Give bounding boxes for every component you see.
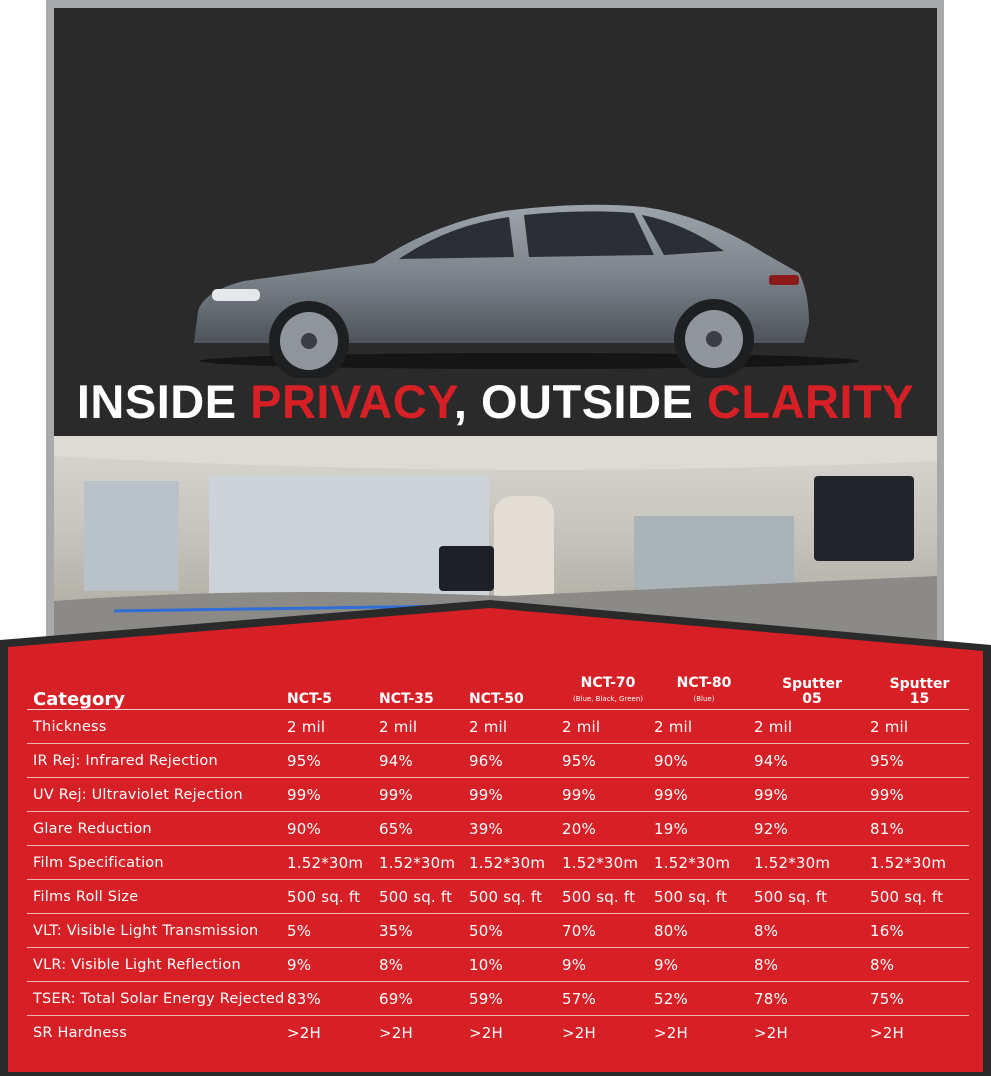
table-cell: >2H xyxy=(379,1023,413,1042)
table-row xyxy=(27,744,969,778)
table-cell: 2 mil xyxy=(287,710,379,744)
table-cell: 65% xyxy=(379,812,469,846)
header-sputter-15: Sputter 15 xyxy=(870,669,969,710)
table-cell: 10% xyxy=(469,948,562,982)
table-cell: 1.52*30m xyxy=(379,846,469,880)
table-cell: 16% xyxy=(870,914,969,948)
table-cell: 96% xyxy=(469,744,562,778)
table-cell: 2 mil xyxy=(754,710,870,744)
table-cell: 92% xyxy=(754,812,870,846)
table-cell: >2H xyxy=(469,1023,503,1042)
table-cell: 8% xyxy=(379,948,469,982)
table-cell: 81% xyxy=(870,812,969,846)
header-nct-80: NCT-80 (Blue) xyxy=(654,669,754,710)
table-cell: 1.52*30m xyxy=(287,846,379,880)
table-cell: 500 sq. ft xyxy=(287,880,379,914)
table-cell: 35% xyxy=(379,914,469,948)
table-row xyxy=(27,948,969,982)
tagline-heading: INSIDE PRIVACY, OUTSIDE CLARITY xyxy=(76,375,915,428)
table-cell: 99% xyxy=(287,778,379,812)
table-cell: 500 sq. ft xyxy=(379,880,469,914)
table-cell: 52% xyxy=(654,982,754,1016)
table-cell: 99% xyxy=(562,778,654,812)
table-cell: >2H xyxy=(754,1023,788,1042)
table-cell: 9% xyxy=(562,948,654,982)
table-cell: 95% xyxy=(562,744,654,778)
table-cell: 1.52*30m xyxy=(469,846,562,880)
table-row xyxy=(27,846,969,880)
header-nct-5: NCT-5 xyxy=(287,669,379,710)
row-label: Thickness xyxy=(27,710,287,744)
table-header-row xyxy=(27,669,969,710)
table-cell: 500 sq. ft xyxy=(870,880,969,914)
table-cell: 94% xyxy=(379,744,469,778)
row-label: Glare Reduction xyxy=(27,812,287,846)
table-cell: 2 mil xyxy=(562,710,654,744)
table-cell: 1.52*30m xyxy=(754,846,870,880)
table-cell: 8% xyxy=(870,948,969,982)
table-cell: 9% xyxy=(654,948,754,982)
specification-panel xyxy=(0,600,991,1076)
row-label: VLT: Visible Light Transmission xyxy=(27,914,287,948)
table-cell: 75% xyxy=(870,982,969,1016)
table-cell: 500 sq. ft xyxy=(654,880,754,914)
table-cell: 57% xyxy=(562,982,654,1016)
table-cell: 20% xyxy=(562,812,654,846)
table-cell: 99% xyxy=(654,778,754,812)
table-row xyxy=(27,1016,969,1050)
table-cell: 99% xyxy=(870,778,969,812)
row-label: Film Specification xyxy=(27,846,287,880)
table-cell: 90% xyxy=(287,812,379,846)
header-nct-70: NCT-70 (Blue, Black, Green) xyxy=(562,669,654,710)
table-row xyxy=(27,812,969,846)
table-cell: 500 sq. ft xyxy=(754,880,870,914)
table-cell: 95% xyxy=(870,744,969,778)
table-cell: 69% xyxy=(379,982,469,1016)
table-cell: >2H xyxy=(562,1023,596,1042)
table-cell: 5% xyxy=(287,914,379,948)
table-cell: 500 sq. ft xyxy=(562,880,654,914)
table-cell: 39% xyxy=(469,812,562,846)
table-cell: 1.52*30m xyxy=(562,846,654,880)
header-nct-50: NCT-50 xyxy=(469,669,562,710)
table-cell: 2 mil xyxy=(379,710,469,744)
table-row xyxy=(27,914,969,948)
table-row xyxy=(27,982,969,1016)
table-cell: 500 sq. ft xyxy=(469,880,562,914)
header-nct-35: NCT-35 xyxy=(379,669,469,710)
table-cell: 99% xyxy=(469,778,562,812)
row-label: Films Roll Size xyxy=(27,880,287,914)
table-cell: 9% xyxy=(287,948,379,982)
row-label: SR Hardness xyxy=(33,1024,128,1041)
table-cell: >2H xyxy=(870,1023,904,1042)
table-cell: 8% xyxy=(754,914,870,948)
table-cell: 95% xyxy=(287,744,379,778)
table-row xyxy=(27,710,969,744)
table-row xyxy=(27,778,969,812)
header-category: Category xyxy=(27,669,287,710)
table-cell: 99% xyxy=(754,778,870,812)
table-cell: 50% xyxy=(469,914,562,948)
table-cell: 2 mil xyxy=(870,710,969,744)
header-sputter-05: Sputter 05 xyxy=(754,669,870,710)
table-row xyxy=(27,880,969,914)
row-label: UV Rej: Ultraviolet Rejection xyxy=(27,778,287,812)
table-cell: 90% xyxy=(654,744,754,778)
table-cell: 8% xyxy=(754,948,870,982)
table-cell: >2H xyxy=(654,1023,688,1042)
car-hero-image xyxy=(54,8,937,436)
sedan-car-illustration xyxy=(184,193,874,378)
spec-table xyxy=(27,669,969,1049)
table-cell: 1.52*30m xyxy=(870,846,969,880)
table-cell: 78% xyxy=(754,982,870,1016)
row-label: IR Rej: Infrared Rejection xyxy=(27,744,287,778)
table-cell: 19% xyxy=(654,812,754,846)
table-cell: 2 mil xyxy=(469,710,562,744)
row-label: TSER: Total Solar Energy Rejected xyxy=(27,982,287,1016)
table-cell: 1.52*30m xyxy=(654,846,754,880)
table-cell: 70% xyxy=(562,914,654,948)
table-cell: 2 mil xyxy=(654,710,754,744)
row-label: VLR: Visible Light Reflection xyxy=(27,948,287,982)
table-cell: 83% xyxy=(287,982,379,1016)
table-cell: 94% xyxy=(754,744,870,778)
table-cell: 99% xyxy=(379,778,469,812)
table-cell: 59% xyxy=(469,982,562,1016)
table-cell: >2H xyxy=(287,1023,321,1042)
table-cell: 80% xyxy=(654,914,754,948)
